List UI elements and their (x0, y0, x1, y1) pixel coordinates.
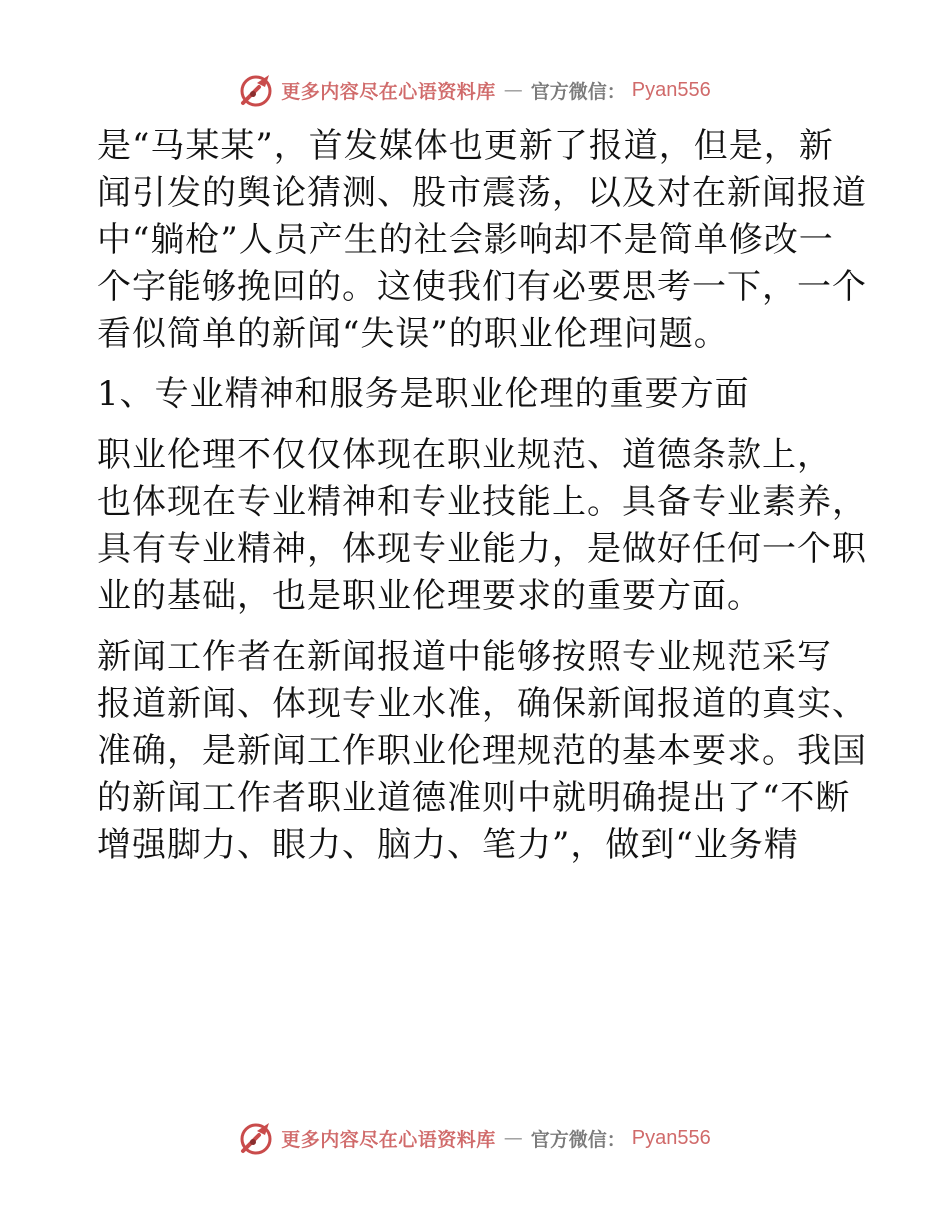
paragraph-2 (97, 432, 867, 620)
header-banner (0, 70, 950, 110)
text-line: 增强脚力、眼力、脑力、笔力”，做到“业务精 (97, 825, 799, 865)
pen-logo-icon (239, 1121, 275, 1155)
footer-separator: — (503, 1127, 523, 1149)
text-line: 个字能够挽回的。这使我们有必要思考一下，一个 (97, 267, 867, 307)
text-line: 中“躺枪”人员产生的社会影响却不是简单修改一 (97, 220, 834, 260)
text-line: 的新闻工作者职业道德准则中就明确提出了“不断 (97, 778, 851, 818)
paragraph-1 (97, 123, 867, 358)
header-banner-inner (239, 73, 711, 107)
pen-logo-icon (239, 73, 275, 107)
paragraph-3 (97, 634, 867, 869)
text-line: 准确，是新闻工作职业伦理规范的基本要求。我国 (97, 731, 867, 771)
text-line: 具有专业精神，体现专业能力，是做好任何一个职 (97, 529, 867, 569)
text-line: 职业伦理不仅仅体现在职业规范、道德条款上， (97, 435, 832, 475)
text-line: 闻引发的舆论猜测、股市震荡，以及对在新闻报道 (97, 173, 867, 213)
text-line: 看似简单的新闻“失误”的职业伦理问题。 (97, 314, 729, 354)
text-line: 报道新闻、体现专业水准，确保新闻报道的真实、 (97, 684, 867, 724)
heading-line: 1、专业精神和服务是职业伦理的重要方面 (97, 374, 750, 414)
text-line: 是“马某某”，首发媒体也更新了报道，但是，新 (97, 126, 834, 166)
header-wechat-label: 官方微信： (530, 80, 626, 103)
header-wechat-id: Pyan556 (631, 78, 711, 101)
header-separator: — (503, 79, 523, 101)
text-line: 业的基础，也是职业伦理要求的重要方面。 (97, 576, 762, 616)
footer-wechat-label: 官方微信： (530, 1128, 626, 1151)
footer-wechat-id: Pyan556 (631, 1126, 711, 1149)
footer-banner-inner (239, 1121, 711, 1155)
section-heading (97, 371, 857, 418)
header-brand-text: 更多内容尽在心语资料库 (281, 80, 496, 103)
footer-brand-text: 更多内容尽在心语资料库 (281, 1128, 496, 1151)
text-line: 也体现在专业精神和专业技能上。具备专业素养， (97, 482, 867, 522)
text-line: 新闻工作者在新闻报道中能够按照专业规范采写 (97, 637, 832, 677)
document-body (97, 123, 867, 869)
footer-banner (0, 1118, 950, 1158)
